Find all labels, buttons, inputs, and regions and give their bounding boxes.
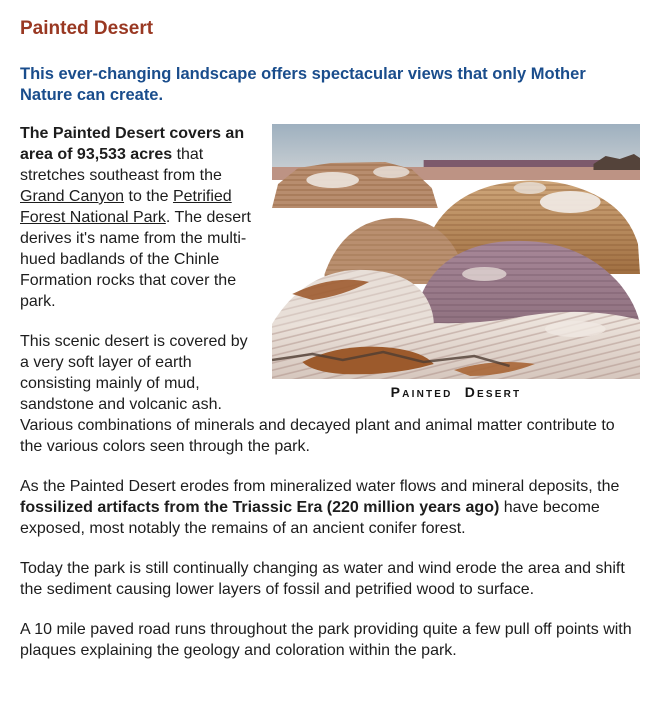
paragraph-1-text: . The desert derives it's name from the multi-hued badlands of the Chinle Formation rocks that cover the park. xyxy=(20,209,251,310)
article-subtitle: This ever-changing landscape offers spectacular views that only Mother Nature can create. xyxy=(20,65,586,104)
paragraph-1-text: that stretches southeast from the xyxy=(20,146,222,184)
paragraph-3-text: have become exposed, most notably the remains of an ancient conifer forest. xyxy=(20,499,600,537)
bold-intro: The Painted Desert covers an area of 93,533 acres xyxy=(20,125,245,163)
paragraph-3-text: As the Painted Desert erodes from mineralized water flows and mineral deposits, the xyxy=(20,478,620,495)
article-body xyxy=(20,123,640,661)
page-title: Painted Desert xyxy=(20,18,154,39)
painted-desert-photo xyxy=(272,124,640,379)
paragraph-4: Today the park is still continually changing as water and wind erode the area and shift the sediment causing lower layers of fossil and petrified wood to surface. xyxy=(20,560,625,598)
paragraph-2: This scenic desert is covered by a very soft layer of earth consisting mainly of mud, sandstone and volcanic ash. Various combinations of minerals and decayed plant and animal matter contribute to the various colors seen through the park. xyxy=(20,333,615,455)
photo-caption: Painted Desert xyxy=(390,384,522,400)
grand-canyon-link[interactable]: Grand Canyon xyxy=(20,188,125,205)
triassic-bold-text: fossilized artifacts from the Triassic Era (220 million years ago) xyxy=(20,499,500,516)
paragraph-1-text: to the xyxy=(124,188,173,205)
photo-figure xyxy=(272,124,640,403)
paragraph-5: A 10 mile paved road runs throughout the park providing quite a few pull off points with plaques explaining the geology and coloration within the park. xyxy=(20,621,632,659)
petrified-forest-link[interactable]: Petrified Forest National Park xyxy=(20,188,232,226)
paragraph-3 xyxy=(20,476,640,539)
desert-landscape-graphic xyxy=(272,124,640,379)
